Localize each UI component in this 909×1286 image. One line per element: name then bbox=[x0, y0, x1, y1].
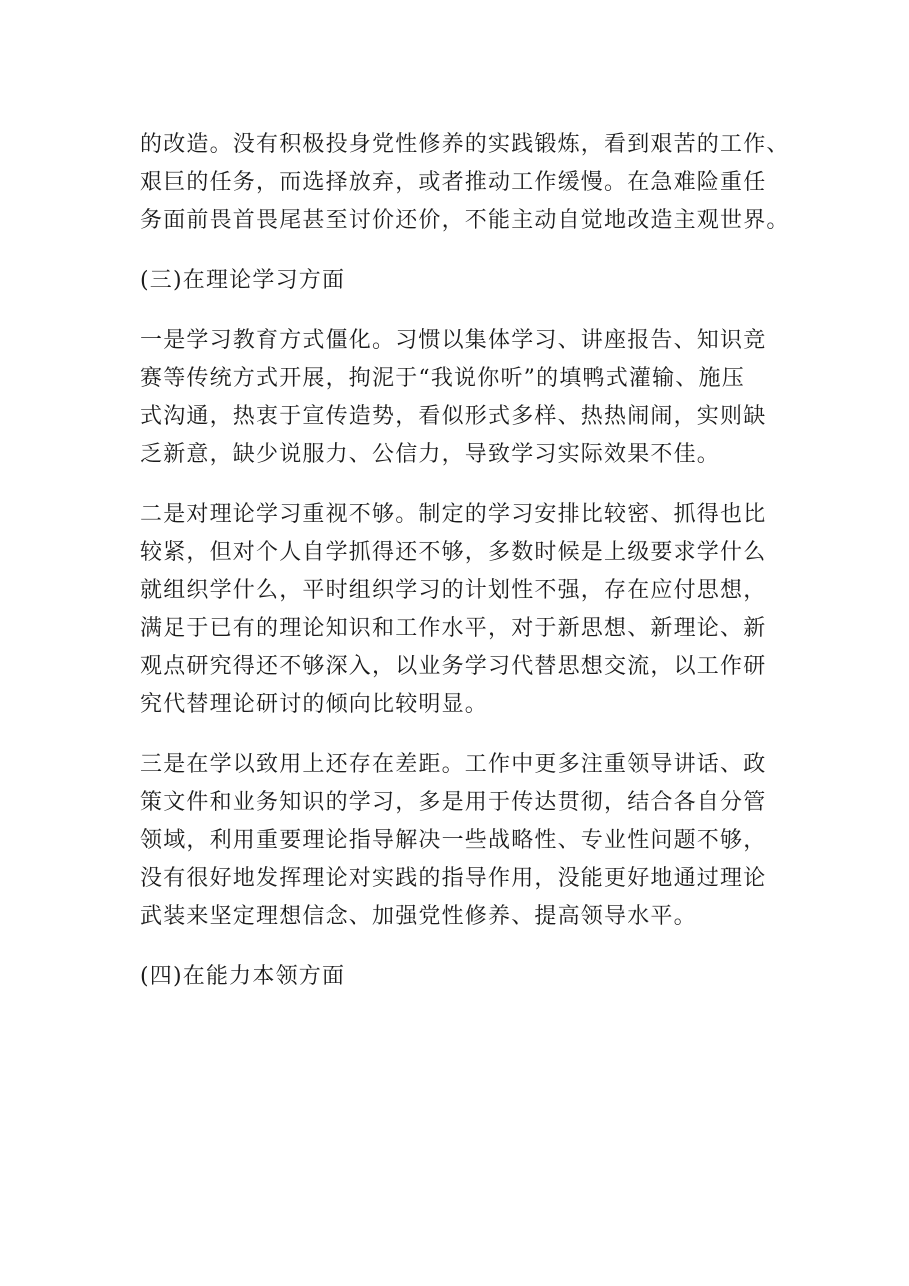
text-line: 没有很好地发挥理论对实践的指导作用，没能更好地通过理论 bbox=[140, 866, 767, 891]
text-line: 务面前畏首畏尾甚至讨价还价，不能主动自觉地改造主观世界。 bbox=[140, 208, 790, 233]
text-line: 究代替理论研讨的倾向比较明显。 bbox=[140, 692, 489, 717]
text-line: 的改造。没有积极投身党性修养的实践锻炼，看到艰苦的工作、 bbox=[140, 132, 790, 157]
paragraph-point-two bbox=[140, 496, 780, 724]
text-line: 艰巨的任务，而选择放弃，或者推动工作缓慢。在急难险重任 bbox=[140, 170, 767, 195]
section-heading-theory-study: (三)在理论学习方面 bbox=[140, 268, 346, 293]
text-line: 较紧，但对个人自学抓得还不够，多数时候是上级要求学什么 bbox=[140, 540, 767, 565]
paragraph-point-three bbox=[140, 746, 780, 936]
text-line: 一是学习教育方式僵化。习惯以集体学习、讲座报告、知识竞 bbox=[140, 328, 767, 353]
text-line: 观点研究得还不够深入，以业务学习代替思想交流，以工作研 bbox=[140, 654, 767, 679]
paragraph-point-one bbox=[140, 322, 780, 474]
document-body bbox=[140, 126, 790, 996]
text-line: 策文件和业务知识的学习，多是用于传达贯彻，结合各自分管 bbox=[140, 790, 767, 815]
text-line: 武装来坚定理想信念、加强党性修养、提高领导水平。 bbox=[140, 904, 697, 929]
paragraph-party-spirit-reform bbox=[140, 126, 790, 240]
text-line: 乏新意，缺少说服力、公信力，导致学习实际效果不佳。 bbox=[140, 442, 721, 467]
text-line: 就组织学什么，平时组织学习的计划性不强，存在应付思想， bbox=[140, 578, 767, 603]
text-line: 满足于已有的理论知识和工作水平，对于新思想、新理论、新 bbox=[140, 616, 767, 641]
text-line: 二是对理论学习重视不够。制定的学习安排比较密、抓得也比 bbox=[140, 502, 767, 527]
text-line: 领域，利用重要理论指导解决一些战略性、专业性问题不够， bbox=[140, 828, 767, 853]
text-line: 赛等传统方式开展，拘泥于“我说你听”的填鸭式灌输、施压 bbox=[140, 366, 745, 391]
text-line: 三是在学以致用上还存在差距。工作中更多注重领导讲话、政 bbox=[140, 752, 767, 777]
text-line: 式沟通，热衷于宣传造势，看似形式多样、热热闹闹，实则缺 bbox=[140, 404, 767, 429]
section-heading-capability: (四)在能力本领方面 bbox=[140, 964, 346, 989]
